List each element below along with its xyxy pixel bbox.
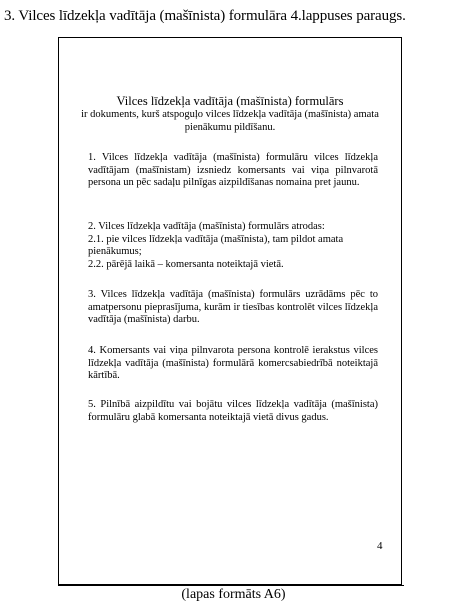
document-title: Vilces līdzekļa vadītāja (mašīnista) formulārs (116, 94, 344, 108)
a6-page-frame (58, 37, 402, 585)
paragraph-line: 2.1. pie vilces līdzekļa vadītāja (mašīnista), tam pildot amata pienākumus; (88, 233, 344, 257)
paragraph-line: 1. Vilces līdzekļa vadītāja (mašīnista) formulāru vilces līdzekļa vadītājam (mašīnistam) izsniedz komersants vai viņa pilnvarotā persona un pēc sadaļu pilnīgas aizpildīšanas nomaina pret jaunu. (88, 152, 378, 188)
paragraph-line: 2.2. pārējā laikā – komersanta noteiktajā vietā. (88, 258, 284, 270)
paragraph-line: 4. Komersants vai viņa pilnvarota persona kontrolē ierakstus vilces līdzekļa vadītāja (mašīnista) formulārā komercsabiedrībā noteiktajā kārtībā. (88, 345, 378, 381)
paragraph-5 (88, 399, 378, 424)
paragraph-4 (88, 345, 378, 383)
figure-caption: 3. Vilces līdzekļa vadītāja (mašīnista) formulāra 4.lappuses paraugs. (4, 8, 406, 24)
document-subtitle: ir dokuments, kurš atspoguļo vilces līdzekļa vadītāja (mašīnista) amata pienākumu pildīšanu. (81, 109, 379, 133)
paragraph-3 (88, 289, 378, 327)
page-format-caption: (lapas formāts A6) (181, 587, 286, 602)
paragraph-2 (88, 221, 378, 271)
paragraph-1 (88, 152, 378, 190)
paragraph-line: 3. Vilces līdzekļa vadītāja (mašīnista) formulārs uzrādāms pēc to amatpersonu pieprasījuma, kurām ir tiesības kontrolēt vilces līdzekļa vadītāja (mašīnista) darbu. (88, 289, 378, 325)
page-number: 4 (377, 540, 383, 552)
paragraph-line: 2. Vilces līdzekļa vadītāja (mašīnista) formulārs atrodas: (88, 221, 325, 232)
divider-line (58, 585, 404, 586)
paragraph-line: 5. Pilnībā aizpildītu vai bojātu vilces līdzekļa vadītāja (mašīnista) formulāru glabā komersanta noteiktajā vietā divus gadus. (88, 399, 378, 423)
